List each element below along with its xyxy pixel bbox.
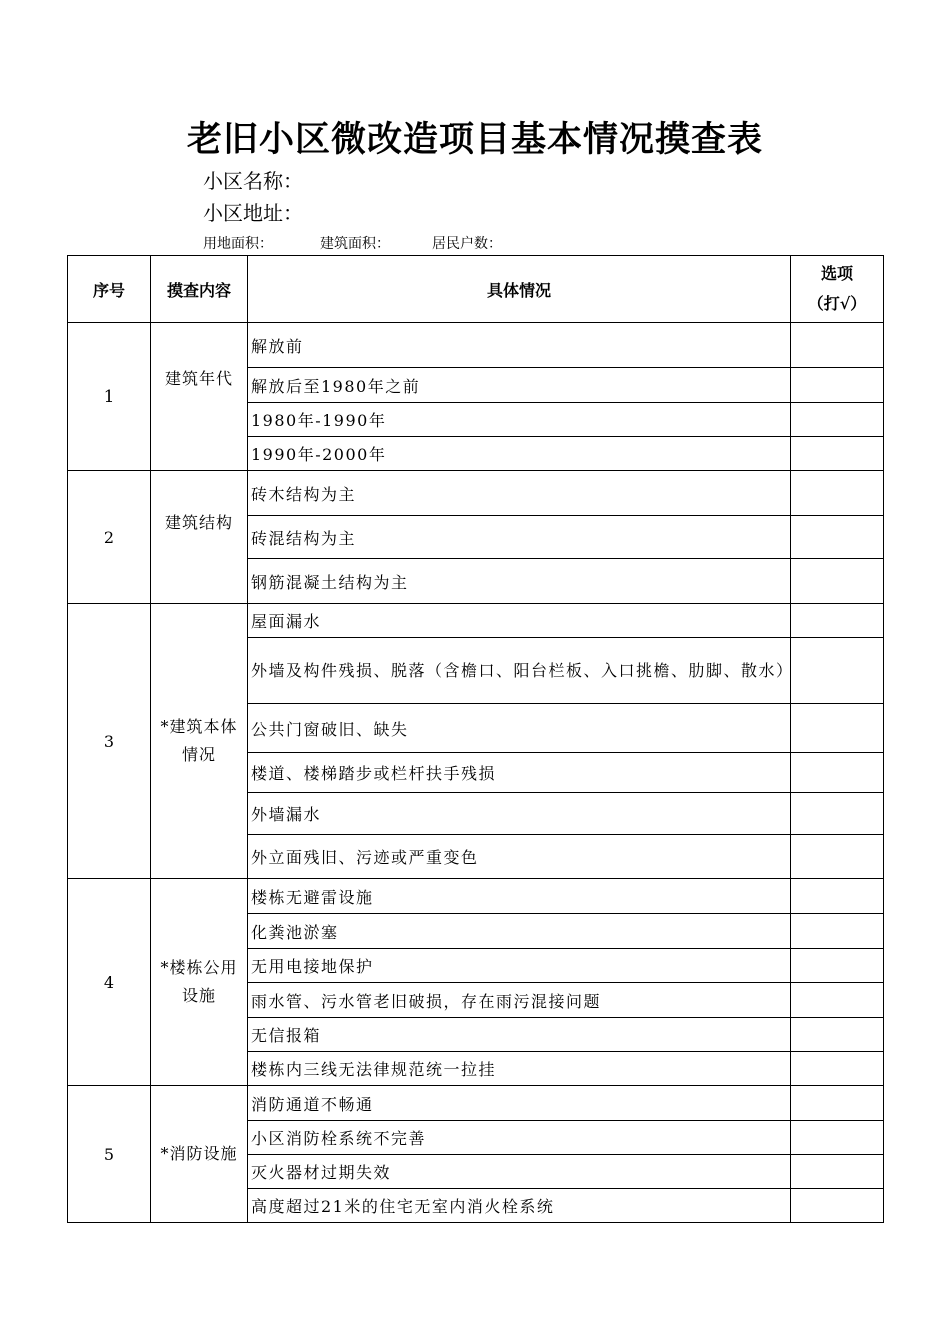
- group-2-category-line1: 建筑结构: [164, 513, 233, 532]
- building-area-label: 建筑面积：: [320, 236, 390, 252]
- option-cell[interactable]: [791, 793, 884, 835]
- group-4-no: 4: [68, 879, 151, 1086]
- item-5-2: 小区消防栓系统不完善: [248, 1121, 791, 1155]
- option-cell[interactable]: [791, 949, 884, 983]
- item-5-1: 消防通道不畅通: [248, 1086, 791, 1121]
- option-cell[interactable]: [791, 437, 884, 471]
- item-5-3: 灭火器材过期失效: [248, 1155, 791, 1189]
- group-1-no: 1: [68, 323, 151, 471]
- table-row: [68, 1086, 884, 1121]
- group-3-category-line2: 情况: [181, 745, 216, 764]
- option-cell[interactable]: [791, 1052, 884, 1086]
- item-4-6: 楼栋内三线无法律规范统一拉挂: [248, 1052, 791, 1086]
- item-4-3: 无用电接地保护: [248, 949, 791, 983]
- table-row: [68, 604, 884, 638]
- item-3-2: 外墙及构件残损、脱落（含檐口、阳台栏板、入口挑檐、肋脚、散水）: [248, 638, 791, 704]
- item-4-4: 雨水管、污水管老旧破损，存在雨污混接问题: [248, 983, 791, 1018]
- item-5-4: 高度超过21米的住宅无室内消火栓系统: [248, 1189, 791, 1223]
- header-option-line2: （打√）: [807, 294, 867, 313]
- header-option-line1: 选项: [820, 264, 853, 283]
- group-3-category: [151, 604, 248, 879]
- table-row: [68, 471, 884, 516]
- survey-table: [67, 255, 884, 1223]
- option-cell[interactable]: [791, 704, 884, 753]
- table-header-row: [68, 256, 884, 323]
- group-5-category-line1: *消防设施: [160, 1144, 238, 1163]
- community-address-label: 小区地址：: [203, 201, 303, 225]
- item-1-1: 解放前: [248, 323, 791, 368]
- group-2-no: 2: [68, 471, 151, 604]
- group-5-no: 5: [68, 1086, 151, 1223]
- option-cell[interactable]: [791, 879, 884, 914]
- header-no: 序号: [68, 256, 151, 323]
- item-2-2: 砖混结构为主: [248, 516, 791, 559]
- group-1-category: [151, 323, 248, 471]
- option-cell[interactable]: [791, 753, 884, 793]
- group-4-category-line2: 设施: [181, 986, 216, 1005]
- option-cell[interactable]: [791, 1086, 884, 1121]
- option-cell[interactable]: [791, 914, 884, 949]
- group-4-category: [151, 879, 248, 1086]
- item-2-3: 钢筋混凝土结构为主: [248, 559, 791, 604]
- option-cell[interactable]: [791, 1155, 884, 1189]
- header-option: [791, 256, 884, 323]
- option-cell[interactable]: [791, 1189, 884, 1223]
- community-name-label: 小区名称：: [203, 169, 303, 193]
- item-3-6: 外立面残旧、污迹或严重变色: [248, 835, 791, 879]
- group-1-category-line1: 建筑年代: [164, 369, 233, 388]
- option-cell[interactable]: [791, 604, 884, 638]
- households-label: 居民户数：: [432, 236, 502, 252]
- header-category: 摸查内容: [151, 256, 248, 323]
- table-row: [68, 879, 884, 914]
- item-3-3: 公共门窗破旧、缺失: [248, 704, 791, 753]
- option-cell[interactable]: [791, 368, 884, 403]
- group-2-category: [151, 471, 248, 604]
- item-3-5: 外墙漏水: [248, 793, 791, 835]
- option-cell[interactable]: [791, 323, 884, 368]
- group-5-category: [151, 1086, 248, 1223]
- item-4-5: 无信报箱: [248, 1018, 791, 1052]
- item-2-1: 砖木结构为主: [248, 471, 791, 516]
- option-cell[interactable]: [791, 638, 884, 704]
- option-cell[interactable]: [791, 403, 884, 437]
- group-3-category-line1: *建筑本体: [160, 717, 238, 736]
- header-details: 具体情况: [248, 256, 791, 323]
- item-4-1: 楼栋无避雷设施: [248, 879, 791, 914]
- item-1-4: 1990年-2000年: [248, 437, 791, 471]
- option-cell[interactable]: [791, 1121, 884, 1155]
- item-1-3: 1980年-1990年: [248, 403, 791, 437]
- page-title: 老旧小区微改造项目基本情况摸查表: [186, 119, 763, 160]
- item-4-2: 化粪池淤塞: [248, 914, 791, 949]
- group-4-category-line1: *楼栋公用: [160, 958, 238, 977]
- table-row: [68, 323, 884, 368]
- option-cell[interactable]: [791, 471, 884, 516]
- item-3-4: 楼道、楼梯踏步或栏杆扶手残损: [248, 753, 791, 793]
- item-3-1: 屋面漏水: [248, 604, 791, 638]
- option-cell[interactable]: [791, 1018, 884, 1052]
- option-cell[interactable]: [791, 983, 884, 1018]
- land-area-label: 用地面积：: [203, 236, 273, 252]
- option-cell[interactable]: [791, 559, 884, 604]
- group-3-no: 3: [68, 604, 151, 879]
- item-1-2: 解放后至1980年之前: [248, 368, 791, 403]
- option-cell[interactable]: [791, 516, 884, 559]
- option-cell[interactable]: [791, 835, 884, 879]
